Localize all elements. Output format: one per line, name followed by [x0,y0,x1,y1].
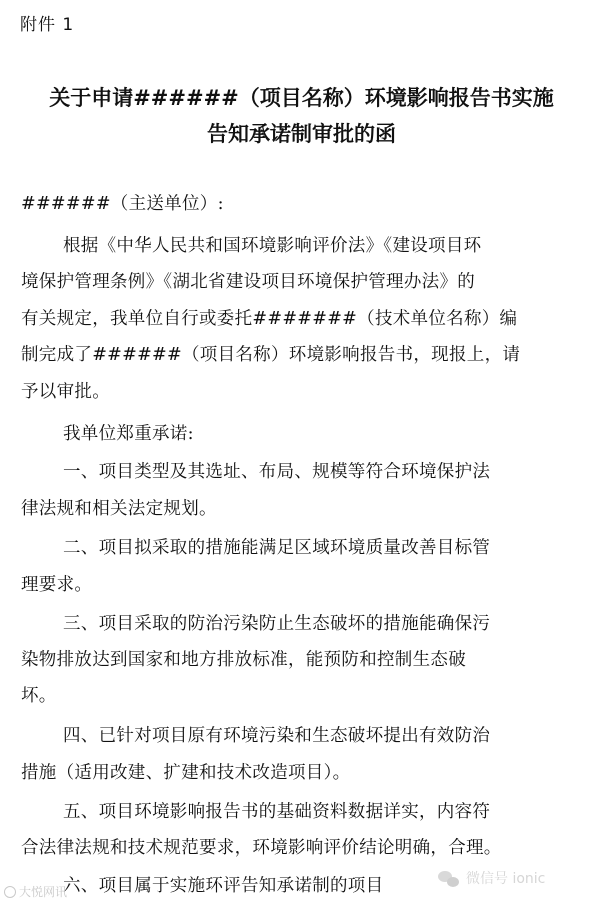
body-line: 境保护管理条例》《湖北省建设项目环境保护管理办法》的 [21,272,476,292]
commitment-4-line-2: 措施（适用改建、扩建和技术改造项目）。 [21,763,351,783]
salutation: ######（主送单位）: [21,194,224,214]
wechat-icon [438,871,460,887]
commitment-2-line-1: 二、项目拟采取的措施能满足区域环境质量改善目标管 [63,538,491,558]
commitment-3-line-3: 坏。 [21,686,57,706]
body-line: 有关规定，我单位自行或委托#######（技术单位名称）编 [21,309,518,329]
commitment-5-line-1: 五、项目环境影响报告书的基础资料数据详实，内容符 [63,802,491,822]
body-line: 制完成了######（项目名称）环境影响报告书，现报上，请 [21,345,521,365]
watermark-right [438,869,545,889]
copyright-icon [4,886,16,898]
commitment-3-line-2: 染物排放达到国家和地方排放标准，能预防和控制生态破 [21,650,466,670]
commitment-2-line-2: 理要求。 [21,575,93,595]
commitment-1-line-2: 律法规和相关法定规划。 [21,499,217,519]
watermark-right-text: 微信号 ionic [466,871,546,887]
commitment-6-line-1: 六、项目属于实施环评告知承诺制的项目 [63,876,384,896]
watermark-left-text: 大悦网讯 [19,885,68,899]
commitment-4-line-1: 四、已针对项目原有环境污染和生态破坏提出有效防治 [63,726,491,746]
commitment-5-line-2: 合法律法规和技术规范要求，环境影响评价结论明确，合理。 [21,838,502,858]
watermark-left [4,884,67,900]
commitment-3-line-1: 三、项目采取的防治污染防止生态破坏的措施能确保污 [63,614,491,634]
document-title-line-2: 告知承诺制审批的函 [207,122,396,146]
body-line: 予以审批。 [21,382,110,402]
attachment-label: 附件 1 [20,15,75,35]
document-title-line-1: 关于申请######（项目名称）环境影响报告书实施 [49,86,554,110]
commitment-1-line-1: 一、项目类型及其选址、布局、规模等符合环境保护法 [63,462,491,482]
body-line: 根据《中华人民共和国环境影响评价法》《建设项目环 [63,236,482,256]
body-line: 我单位郑重承诺: [63,424,194,444]
